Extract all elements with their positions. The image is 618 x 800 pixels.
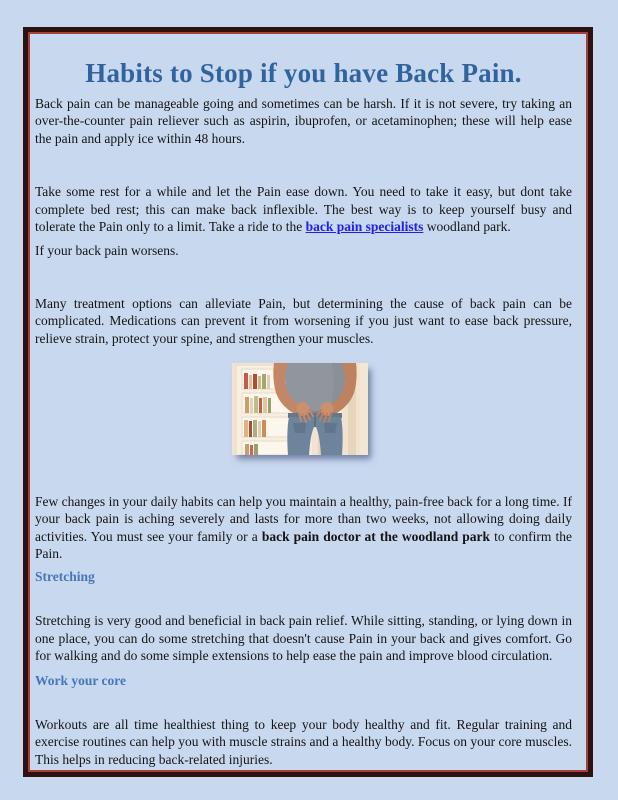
heading-stretching: Stretching <box>35 568 95 584</box>
habits-text-before-bold: Few changes in your daily habits can help you maintain a healthy, pain-free back for a long time. If your back pain is aching severely and lasts for more than two weeks, not allowing doing daily activities. You must see your family or a <box>35 494 572 544</box>
paragraph-intro <box>35 95 572 147</box>
paragraph-stretching <box>35 612 572 664</box>
back-pain-doctor-bold-text: back pain doctor at the woodland park <box>261 528 491 544</box>
habits-text-after-bold: to confirm the Pain. <box>35 528 572 562</box>
rest-text-before-link: Take some rest for a while and let the Pain ease down. You need to take it easy, but dont take complete bed rest; this can make back inflexible. The best way is to keep yourself busy and tolerate the Pain only to a limit. Take a ride to the <box>35 184 572 235</box>
rest-text-after-link: woodland park. <box>423 219 511 235</box>
page-title: Habits to Stop if you have Back Pain. <box>85 58 522 88</box>
intro-text: Back pain can be manageable going and sometimes can be harsh. If it is not severe, try taking an over-the-counter pain reliever such as aspirin, ibuprofen, or acetaminophen; these will help ease the pain and apply ice within 48 hours. <box>35 96 572 146</box>
paragraph-treatment <box>35 295 572 347</box>
workouts-text: Workouts are all time healthiest thing to keep your body healthy and fit. Regular training and exercise routines can help you with muscle strains and a healthy body. Focus on your core muscles. This helps in reducing back-related injuries. <box>35 716 572 767</box>
stretching-text: Stretching is very good and beneficial in back pain relief. While sitting, standing, or lying down in one place, you can do some stretching that doesn't cause Pain in your back and gives comfort. Go for walking and do some simple extensions to help ease the pain and improve blood circulation. <box>35 613 572 663</box>
paragraph-worsens <box>35 242 572 259</box>
paragraph-habits <box>35 493 572 563</box>
worsens-text: If your back pain worsens. <box>35 243 179 259</box>
document-border-frame <box>23 27 593 777</box>
paragraph-rest <box>35 183 572 235</box>
paragraph-workouts <box>35 716 572 768</box>
document-content <box>28 32 588 772</box>
back-pain-photo-illustration <box>232 363 368 455</box>
back-pain-photo <box>232 363 368 455</box>
back-pain-specialists-link[interactable]: back pain specialists <box>305 219 424 235</box>
heading-work-your-core: Work your core <box>35 673 126 689</box>
treatment-text: Many treatment options can alleviate Pain, but determining the cause of back pain can be complicated. Medications can prevent it from worsening if you just want to ease back pressure, relieve strain, protect your spine, and strengthen your muscles. <box>35 295 572 346</box>
